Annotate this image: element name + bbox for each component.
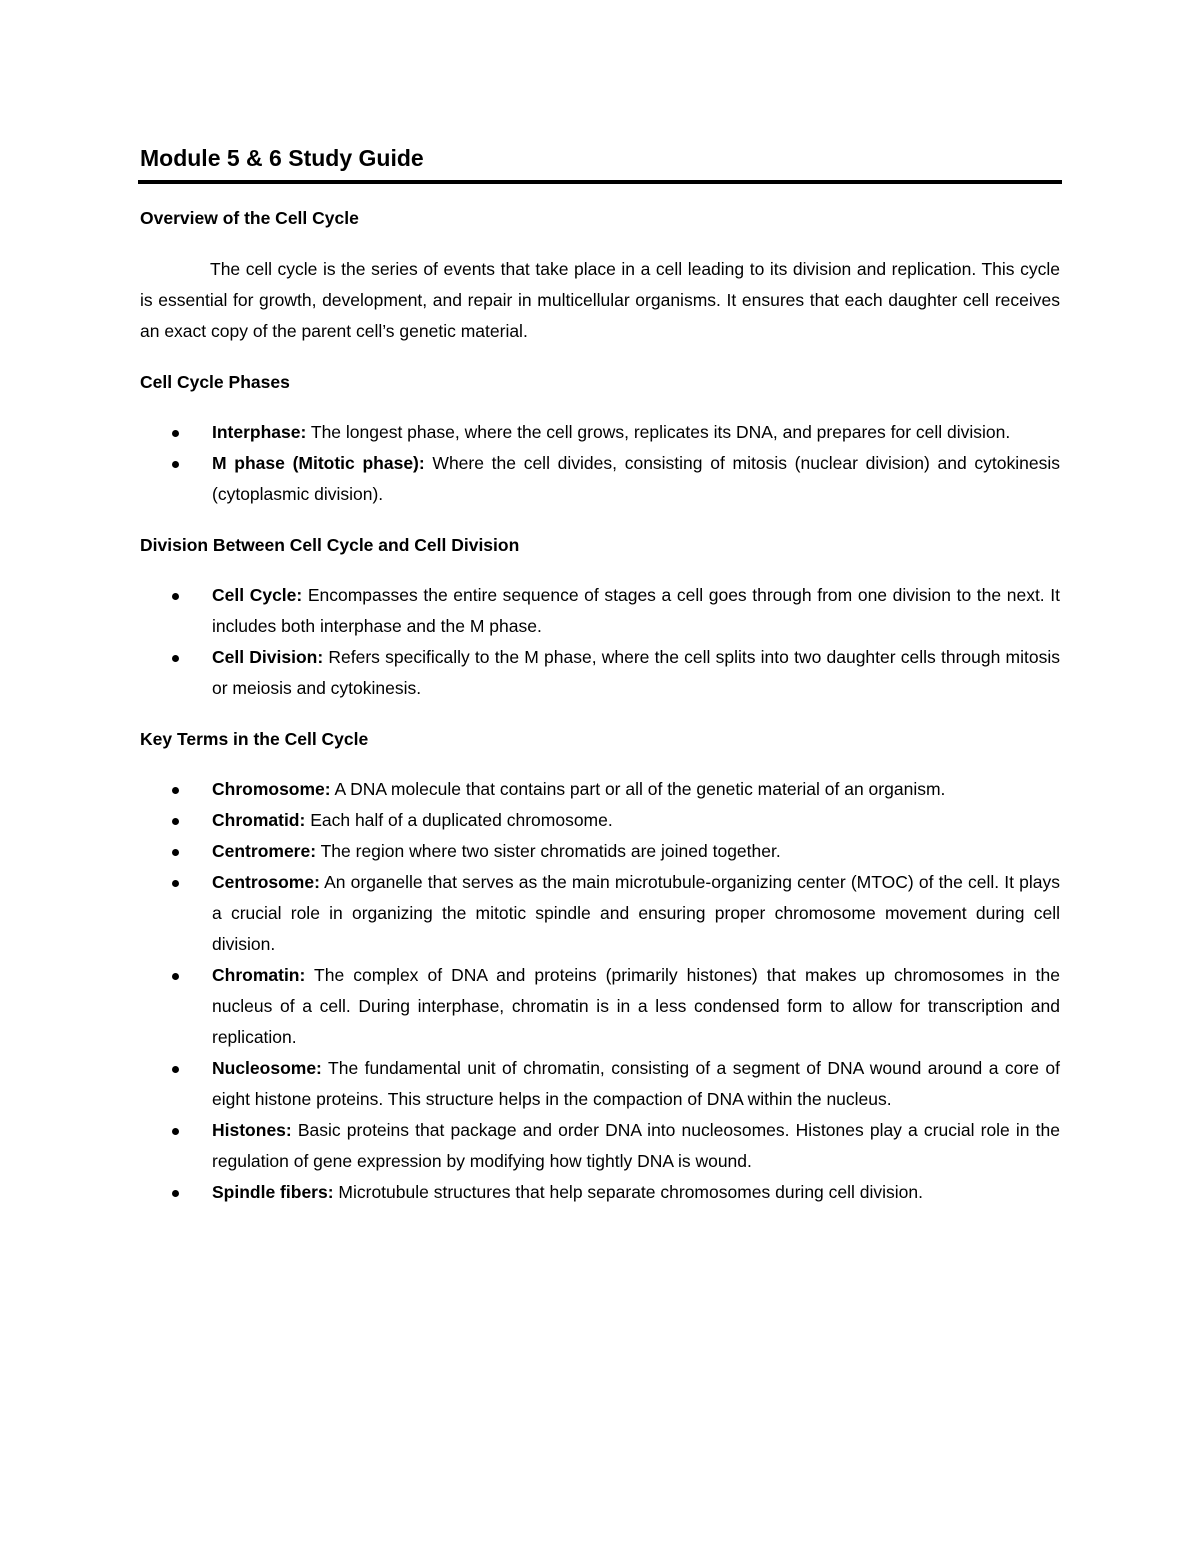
term-label: Chromatin: — [212, 965, 306, 985]
term-definition: Refers specifically to the M phase, where the cell splits into two daughter cells through mitosis or meiosis and cytokinesis. — [212, 647, 1060, 698]
term-definition: The fundamental unit of chromatin, consisting of a segment of DNA wound around a core of eight histone proteins. This structure helps in the compaction of DNA within the nucleus. — [212, 1058, 1060, 1109]
bullet-icon — [172, 849, 179, 856]
term-label: Chromatid: — [212, 810, 306, 830]
term-label: Spindle fibers: — [212, 1182, 334, 1202]
bullet-icon — [172, 593, 179, 600]
list-item — [140, 805, 1060, 836]
heading-key-terms: Key Terms in the Cell Cycle — [140, 729, 369, 749]
list-item — [140, 1053, 1060, 1115]
page-title: Module 5 & 6 Study Guide — [140, 145, 424, 171]
list-item — [140, 642, 1060, 704]
list-item — [140, 960, 1060, 1053]
list-item — [140, 1115, 1060, 1177]
heading-overview: Overview of the Cell Cycle — [140, 208, 359, 228]
term-label: Nucleosome: — [212, 1058, 322, 1078]
term-definition: Each half of a duplicated chromosome. — [305, 810, 613, 830]
term-label: Chromosome: — [212, 779, 331, 799]
bullet-icon — [172, 430, 179, 437]
term-definition: An organelle that serves as the main microtubule-organizing center (MTOC) of the cell. It plays a crucial role in organizing the mitotic spindle and ensuring proper chromosome movement during cell division. — [212, 872, 1060, 954]
list-item — [140, 836, 1060, 867]
term-definition: The region where two sister chromatids are joined together. — [316, 841, 781, 861]
division-list — [140, 580, 1060, 704]
title-divider — [138, 180, 1062, 184]
term-label: Cell Cycle: — [212, 585, 303, 605]
term-definition: Where the cell divides, consisting of mitosis (nuclear division) and cytokinesis (cytoplasmic division). — [212, 453, 1060, 504]
term-label: Histones: — [212, 1120, 292, 1140]
heading-division: Division Between Cell Cycle and Cell Division — [140, 535, 520, 555]
term-definition: Encompasses the entire sequence of stages a cell goes through from one division to the next. It includes both interphase and the M phase. — [212, 585, 1060, 636]
bullet-icon — [172, 1190, 179, 1197]
term-definition: Basic proteins that package and order DNA into nucleosomes. Histones play a crucial role in the regulation of gene expression by modifying how tightly DNA is wound. — [212, 1120, 1060, 1171]
bullet-icon — [172, 655, 179, 662]
list-item — [140, 448, 1060, 510]
bullet-icon — [172, 1066, 179, 1073]
overview-paragraph: The cell cycle is the series of events that take place in a cell leading to its division and replication. This cycle is essential for growth, development, and repair in multicellular organisms. It ensures that each daughter cell receives an exact copy of the parent cell’s genetic material. — [140, 259, 1060, 341]
term-label: Interphase: — [212, 422, 307, 442]
term-label: Centromere: — [212, 841, 317, 861]
list-item — [140, 774, 1060, 805]
term-label: Centrosome: — [212, 872, 320, 892]
term-definition: The longest phase, where the cell grows, replicates its DNA, and prepares for cell division. — [306, 422, 1011, 442]
list-item — [140, 580, 1060, 642]
list-item — [140, 417, 1060, 448]
bullet-icon — [172, 880, 179, 887]
term-definition: A DNA molecule that contains part or all of the genetic material of an organism. — [330, 779, 946, 799]
list-item — [140, 867, 1060, 960]
term-definition: Microtubule structures that help separate chromosomes during cell division. — [333, 1182, 923, 1202]
bullet-icon — [172, 1128, 179, 1135]
term-label: Cell Division: — [212, 647, 324, 667]
list-item — [140, 1177, 1060, 1208]
key-terms-list — [140, 774, 1060, 1208]
phases-list — [140, 417, 1060, 510]
bullet-icon — [172, 787, 179, 794]
document-body — [140, 205, 1060, 1208]
bullet-icon — [172, 461, 179, 468]
term-label: M phase (Mitotic phase): — [212, 453, 425, 473]
bullet-icon — [172, 818, 179, 825]
term-definition: The complex of DNA and proteins (primarily histones) that makes up chromosomes in the nucleus of a cell. During interphase, chromatin is in a less condensed form to allow for transcription and replication. — [212, 965, 1060, 1047]
bullet-icon — [172, 973, 179, 980]
heading-cell-cycle-phases: Cell Cycle Phases — [140, 372, 290, 392]
